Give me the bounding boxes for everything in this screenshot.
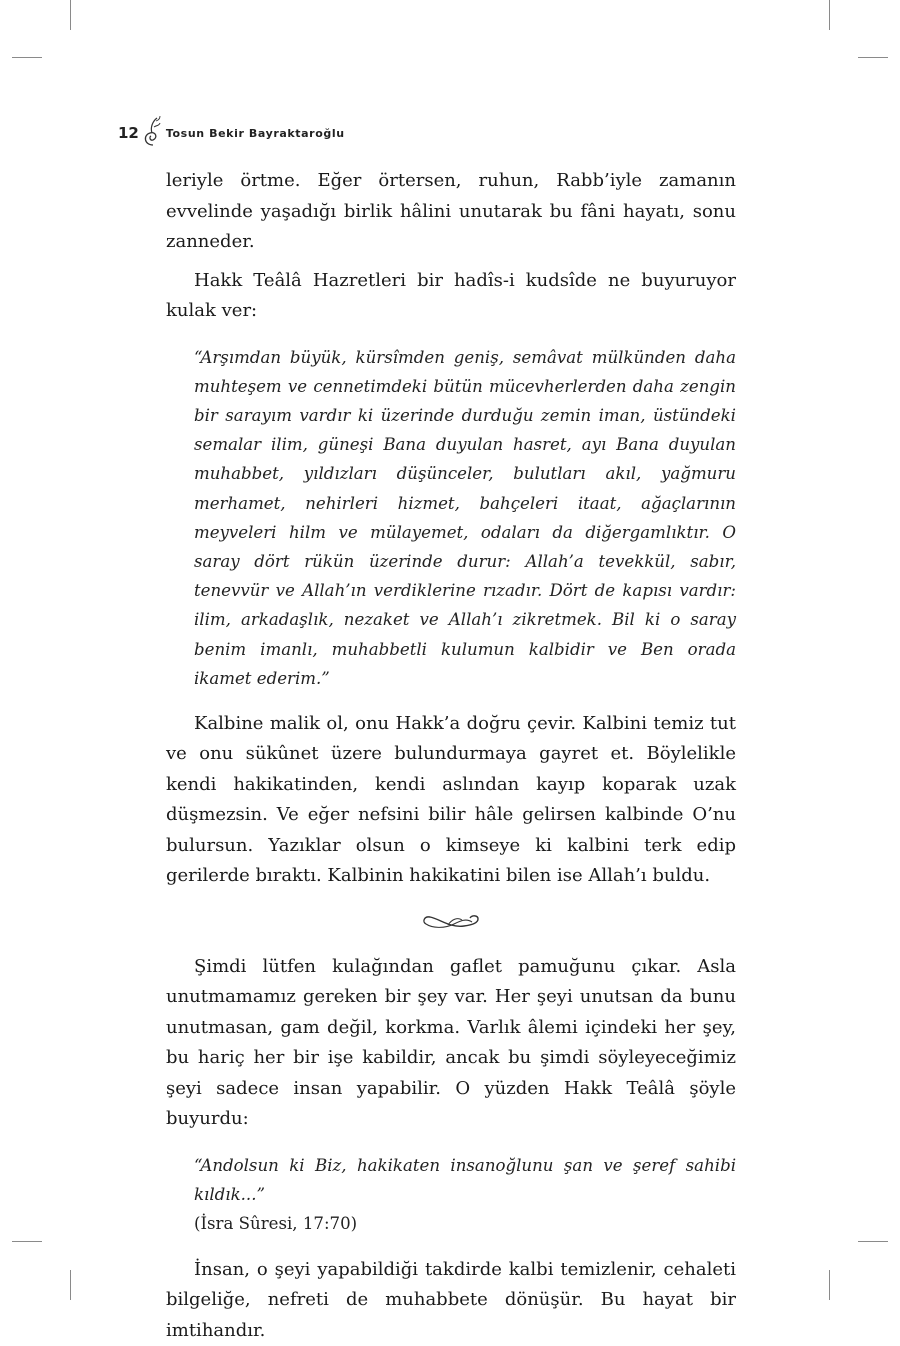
- quran-citation: (İsra Sûresi, 17:70): [194, 1214, 358, 1234]
- quran-quote-text: “Andolsun ki Biz, hakikaten insanoğlunu şan ve şeref sahibi kıldık...”: [194, 1155, 736, 1205]
- crop-mark-left-top: [12, 57, 42, 58]
- crop-mark-bottom-left: [70, 1270, 71, 1300]
- running-header: [118, 118, 345, 148]
- flourish-divider-icon: [420, 911, 482, 933]
- crop-mark-top-right: [829, 0, 830, 30]
- paragraph-3: Kalbine malik ol, onu Hakk’a doğru çevir. Kalbini temiz tut ve onu sükûnet üzere bulundurmaya gayret et. Böylelikle kendi hakikatinden, kendi aslından kayıp koparak uzak düşmezsin. Ve eğer nefsini bilir hâle gelirsen kalbinde O’nu bulursun. Yazıklar olsun o kimseye ki kalbini terk edip gerilerde bıraktı. Kalbinin hakikatini bilen ise Allah’ı buldu.: [166, 712, 736, 887]
- crop-mark-right-bottom: [858, 1241, 888, 1242]
- page-body: [166, 166, 736, 1346]
- hadith-quote: “Arşımdan büyük, kürsîmden geniş, semâvat mülkünden daha muhteşem ve cennetimdeki bütün mücevherlerden daha zengin bir sarayım vardır ki üzerinde durduğu zemin iman, üstündeki semalar ilim, güneşi Bana duyulan hasret, ayı Bana duyulan muhabbet, yıldızları düşünceler, bulutları akıl, yağmuru merhamet, nehirleri hizmet, bahçeleri itaat, ağaçlarının meyveleri hilm ve mülayemet, odaları da diğergamlıktır. O saray dört rükün üzerinde durur: Allah’a tevekkül, sabır, tenevvür ve Allah’ın verdiklerine rızadır. Dört de kapısı vardır: ilim, arkadaşlık, nezaket ve Allah’ı zikretmek. Bil ki o saray benim imanlı, muhabbetli kulumun kalbidir ve Ben orada ikamet ederim.”: [194, 347, 736, 688]
- quran-quote: [194, 1151, 736, 1239]
- paragraph-4: Şimdi lütfen kulağından gaflet pamuğunu çıkar. Asla unutmamamız gereken bir şey var. Her şeyi unutsan da bunu unutmasan, gam değil, korkma. Varlık âlemi içindeki her şey, bu hariç her bir işe kabildir, ancak bu şimdi söyleyeceğimiz şeyi sadece insan yapabilir. O yüzden Hakk Teâlâ şöyle buyurdu:: [166, 955, 736, 1130]
- crop-mark-bottom-right: [829, 1270, 830, 1300]
- crop-mark-top-left: [70, 0, 71, 30]
- section-divider: [166, 892, 736, 952]
- paragraph-1: leriyle örtme. Eğer örtersen, ruhun, Rabb’iyle zamanın evvelinde yaşadığı birlik hâlini unutarak bu fâni hayatı, sonu zanneder.: [166, 170, 736, 252]
- swirl-ornament-icon: [141, 115, 163, 151]
- crop-mark-left-bottom: [12, 1241, 42, 1242]
- paragraph-2: Hakk Teâlâ Hazretleri bir hadîs-i kudsîde ne buyuruyor kulak ver:: [166, 269, 736, 321]
- crop-mark-right-top: [858, 57, 888, 58]
- author-name: Tosun Bekir Bayraktaroğlu: [165, 126, 345, 140]
- page-number: 12: [118, 124, 139, 142]
- paragraph-5: İnsan, o şeyi yapabildiği takdirde kalbi temizlenir, cehaleti bilgeliğe, nefreti de muhabbete dönüşür. Bu hayat bir imtihandır.: [166, 1258, 736, 1341]
